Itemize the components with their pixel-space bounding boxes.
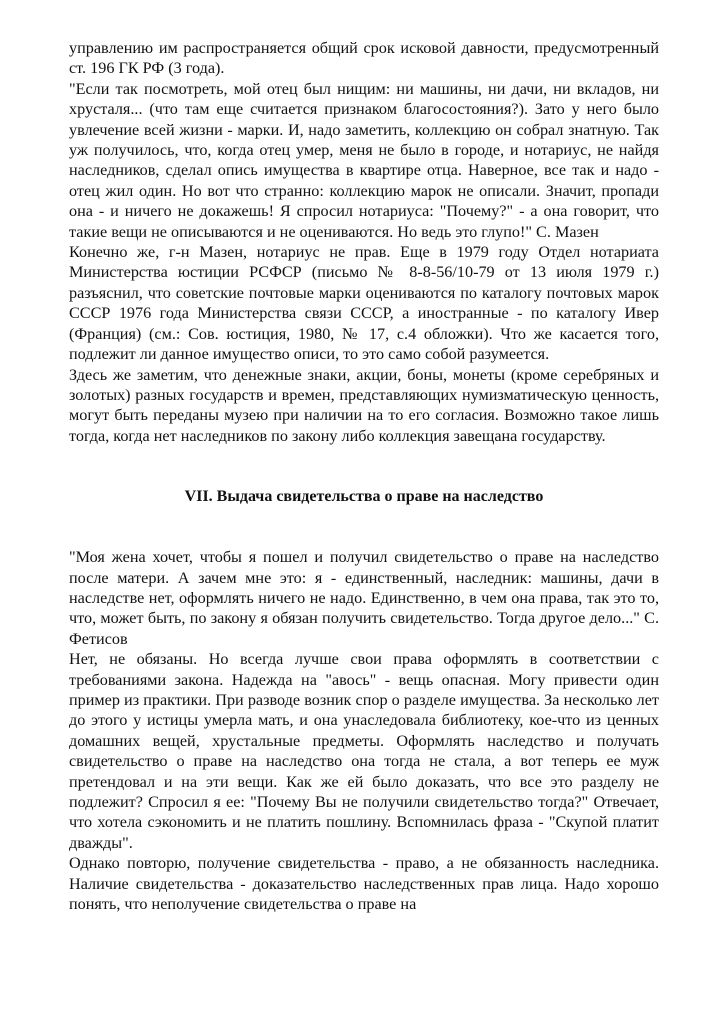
paragraph-museum-transfer: Здесь же заметим, что денежные знаки, акции, боны, монеты (кроме серебряных и золотых) разных государств и времен, представляющих нумизматическую ценность, могут быть переданы музею при наличии на то его согласия. Возможно такое лишь тогда, когда нет наследников по закону либо коллекция завещана государству. (69, 365, 659, 445)
section-heading: VII. Выдача свидетельства о праве на наследство (184, 488, 544, 506)
paragraph-practice-example: Нет, не обязаны. Но всегда лучше свои права оформлять в соответствии с требованиями закона. Надежда на "авось" - вещь опасная. Могу привести один пример из практики. При разводе возник спор о разделе имущества. За несколько лет до этого у истицы умерла мать, и она унаследовала библиотеку, кое-что из ценных домашних вещей, хрустальные предметы. Оформлять наследство и получать свидетельство о праве на наследство она тогда не стала, а вот теперь ее муж претендовал и на эти вещи. Как же ей было доказать, что все это разделу не подлежит? Спросил я ее: "Почему Вы не получили свидетельство тогда?" Отвечает, что хотела сэкономить и не платить пошлину. Вспомнилась фраза - "Скупой платит дважды". (69, 650, 659, 852)
document-page (69, 38, 659, 914)
paragraph-notary-answer: Конечно же, г-н Мазен, нотариус не прав. Еще в 1979 году Отдел нотариата Министерства юстиции РСФСР (письмо № 8-8-56/10-79 от 13 июля 1979 г.) разъяснил, что советские почтовые марки оцениваются по каталогу почтовых марок СССР 1976 года Министерства связи СССР, а иностранные - по каталогу Ивер (Франция) (см.: Сов. юстиция, 1980, № 17, с.4 обложки). Что же касается того, подлежит ли данное имущество описи, то это само собой разумеется. (69, 243, 659, 364)
paragraph-quote-mazen: "Если так посмотреть, мой отец был нищим: ни машины, ни дачи, ни вкладов, ни хрусталя... (что там еще считается признаком благосостояния?). Зато у него было увлечение всей жизни - марки. И, надо заметить, коллекцию он собрал знатную. Так уж получилось, что, когда отец умер, меня не было в городе, и нотариус, не найдя наследников, сделал опись имущества в квартире отца. Наверное, все так и надо - отец жил один. Но вот что странно: коллекцию марок не описали. Значит, пропади она - и ничего не докажешь! Я спросил нотариуса: "Почему?" - а она говорит, что такие вещи не описываются и не оцениваются. Но ведь это глупо!" С. Мазен (69, 79, 659, 241)
paragraph-quote-fetisov: "Моя жена хочет, чтобы я пошел и получил свидетельство о праве на наследство после матери. А зачем мне это: я - единственный, наследник: машины, дачи в наследстве нет, оформлять ничего не надо. Единственно, в чем она права, так это то, что, может быть, по закону я обязан получить свидетельство. Тогда другое дело..." С. Фетисов (69, 548, 659, 648)
heading-spacer (69, 507, 659, 547)
paragraph-right-not-duty: Однако повторю, получение свидетельства - право, а не обязанность наследника. Наличие свидетельства - доказательство наследственных прав лица. Надо хорошо понять, что неполучение свидетельства о праве на (69, 854, 659, 914)
paragraph-limitation-period: управлению им распространяется общий срок исковой давности, предусмотренный ст. 196 ГК РФ (3 года). (69, 39, 659, 78)
